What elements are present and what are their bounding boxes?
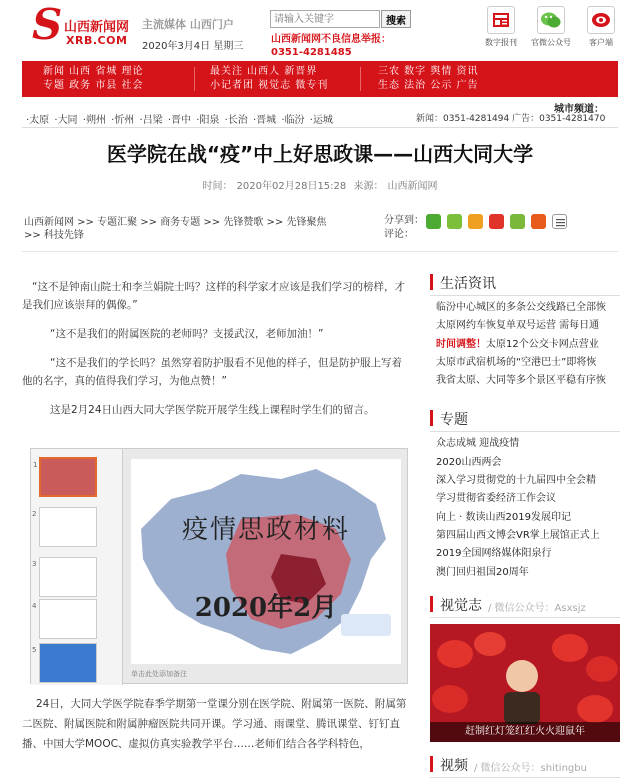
breadcrumb <box>24 216 364 242</box>
section-subtitle: / 微信公众号：Asxsjz <box>488 602 586 614</box>
section-title: 生活资讯 <box>440 276 496 292</box>
comment-label: 评论： <box>384 229 414 240</box>
digital-newspaper-link[interactable] <box>480 6 522 48</box>
section-accent <box>430 274 433 290</box>
article-paragraph: “这不是我们的附属医院的老师吗？支援武汉，老师加油！” <box>50 328 324 340</box>
breadcrumb-line[interactable]: 山西新闻网 >> 专题汇聚 >> 商务专题 >> 先锋赞歌 >> 先锋聚焦 <box>24 217 327 228</box>
slide-preview <box>131 459 401 664</box>
article-paragraph: “这不是我们的学长吗？虽然穿着防护服看不见他的样子，但是防护服上写着他的名字，真的值得我们学习，为他点赞！” <box>22 357 402 387</box>
newspaper-label: 数字报刊 <box>485 38 517 47</box>
share-douban-icon[interactable] <box>510 214 525 229</box>
section-header <box>430 404 620 432</box>
list-item[interactable]: 众志成城 迎战疫情 <box>436 438 520 450</box>
city-link[interactable]: ·吕梁 <box>139 115 163 126</box>
nav-row-1[interactable]: 三农 数字 舆情 资讯 <box>378 66 479 77</box>
list-item[interactable]: 澳门回归祖国20周年 <box>436 566 529 578</box>
section-header <box>430 590 620 618</box>
slide-thumbnail[interactable]: 4 <box>39 599 97 639</box>
list-item[interactable]: 临汾中心城区的多条公交线路已全部恢 <box>436 302 606 313</box>
slide-title: 疫情思政材料 <box>181 515 350 545</box>
divider <box>22 251 618 252</box>
source-label: 来源： <box>353 181 384 192</box>
section-title: 视频 <box>440 757 468 774</box>
article-figure <box>30 448 408 684</box>
share-label: 分享到： <box>384 215 424 226</box>
article-paragraph: “这不是钟南山院士和李兰娟院士吗？这样的科学家才应该是我们学习的榜样，才是我们应该崇拜的偶像。” <box>22 281 405 311</box>
list-item[interactable]: 2020山西两会 <box>436 456 502 468</box>
section-header <box>430 268 620 296</box>
time-label: 时间： <box>202 181 233 192</box>
city-link[interactable]: ·长治 <box>224 115 248 126</box>
search-button[interactable]: 搜索 <box>381 10 411 28</box>
nav-row-2[interactable]: 专题 政务 市县 社会 <box>43 80 144 91</box>
list-item[interactable]: 学习贯彻省委经济工作会议 <box>436 493 556 505</box>
section-title: 专题 <box>440 412 468 429</box>
report-phone: 0351-4281485 <box>271 47 352 58</box>
city-link[interactable]: ·朔州 <box>82 115 106 126</box>
nav-row-1[interactable]: 新闻 山西 省城 理论 <box>43 66 144 77</box>
topic-list <box>430 432 620 581</box>
article-paragraph: 这是2月24日山西大同大学医学院开展学生线上课程时学生们的留言。 <box>50 404 375 416</box>
search-input[interactable] <box>270 10 380 28</box>
city-link[interactable]: ·太原 <box>26 115 50 126</box>
section-accent <box>430 756 433 772</box>
slide-thumbnail[interactable]: 1 <box>39 457 97 497</box>
city-link[interactable]: ·大同 <box>54 115 78 126</box>
nav-row-2[interactable]: 小记者团 视觉志 微专刊 <box>210 80 329 91</box>
city-channel-title: 城市频道： <box>554 104 604 115</box>
publish-time: 2020年02月28日15:28 <box>236 181 347 192</box>
nav-divider <box>194 67 195 91</box>
city-link[interactable]: ·忻州 <box>111 115 135 126</box>
current-date: 2020年3月4日 星期三 <box>142 41 244 52</box>
section-title: 视觉志 <box>440 597 482 614</box>
city-list <box>26 111 335 126</box>
hot-tag: 时间调整！ <box>436 338 486 350</box>
city-link[interactable]: ·临汾 <box>281 115 305 126</box>
wechat-official-link[interactable] <box>530 6 572 48</box>
section-header <box>430 750 620 778</box>
breadcrumb-line[interactable]: >> 科技先锋 <box>24 230 84 241</box>
section-subtitle: / 微信公众号：shitingbu <box>474 762 587 774</box>
share-weibo-icon[interactable] <box>489 214 504 229</box>
nav-row-1[interactable]: 最关注 山西人 新晋界 <box>210 66 318 77</box>
sidebar <box>430 268 620 778</box>
list-item[interactable]: 太原市武宿机场的“空港巴士”即将恢 <box>436 356 597 368</box>
article-source[interactable]: 山西新闻网 <box>387 181 438 192</box>
nav-divider <box>360 67 361 91</box>
section-accent <box>430 410 433 426</box>
article-title: 医学院在战“疫”中上好思政课——山西大同大学 <box>106 142 534 166</box>
share-renren-icon[interactable] <box>531 214 546 229</box>
slide-thumbnail[interactable]: 2 <box>39 507 97 547</box>
slide-date: 2020年2月 <box>194 593 338 623</box>
share-qq-icon[interactable] <box>468 214 483 229</box>
report-label: 山西新闻网不良信息举报： <box>271 34 391 45</box>
contact-phones: 新闻：0351-4281494 广告：0351-4281470 <box>416 114 606 124</box>
nav-group-services[interactable] <box>378 65 479 93</box>
list-item[interactable]: 2019全国网络媒体阳泉行 <box>436 548 552 560</box>
app-client-link[interactable] <box>580 6 622 48</box>
app-label: 客户端 <box>589 38 613 47</box>
list-item-text: 太原12个公交卡网点营业 <box>486 338 599 350</box>
city-channel-bar <box>22 98 618 128</box>
wechat-label: 官微公众号 <box>531 38 571 47</box>
article-meta <box>0 177 640 192</box>
site-logo[interactable] <box>32 0 136 49</box>
city-link[interactable]: ·晋城 <box>253 115 277 126</box>
logo-cn-text: 山西新闻网 <box>64 20 130 35</box>
city-link[interactable]: ·运城 <box>309 115 333 126</box>
comment-icon[interactable] <box>552 214 567 229</box>
wechat-icon <box>537 6 565 34</box>
nav-row-2[interactable]: 生态 法治 公示 广告 <box>378 80 479 91</box>
nav-group-focus[interactable] <box>210 65 328 93</box>
slide-thumbnail[interactable]: 5 <box>39 643 97 683</box>
slide-thumbnails <box>31 449 123 685</box>
slide-thumbnail[interactable]: 3 <box>39 557 97 597</box>
logo-en-text: XRB.COM <box>66 34 128 47</box>
report-info <box>271 33 391 59</box>
share-wechat-icon[interactable] <box>426 214 441 229</box>
share-panel <box>384 214 424 242</box>
newspaper-icon <box>487 6 515 34</box>
app-icon <box>587 6 615 34</box>
video-thumbnail[interactable] <box>430 624 620 742</box>
share-icons <box>426 214 567 229</box>
article-paragraph: 24日，大同大学医学院春季学期第一堂课分别在医学院、附属第一医院、附属第二医院、附属医院和附属肿瘤医院共同开课。学习通、雨课堂、腾讯课堂、钉钉直播、中国大学MOOC、虚拟仿真实验教学平台……老师们结合各学科特色， <box>22 698 407 750</box>
slide-notes-hint: 单击此处添加备注 <box>131 670 187 678</box>
logo-s-mark: S <box>32 0 63 49</box>
list-item[interactable]: 向上 · 数读山西2019发展印记 <box>436 511 571 523</box>
list-item[interactable]: 我省太原、大同等多个景区平稳有序恢 <box>436 375 606 387</box>
list-item[interactable]: 第四届山西文博会VR掌上展馆正式上 <box>436 529 600 541</box>
slogan: 主流媒体 山西门户 <box>142 18 234 31</box>
section-accent <box>430 596 433 612</box>
life-news-list <box>430 296 620 390</box>
city-link[interactable]: ·晋中 <box>167 115 192 126</box>
china-map-image <box>131 459 401 664</box>
article-body <box>22 278 410 430</box>
site-header <box>0 0 640 60</box>
main-nav <box>22 61 618 97</box>
video-caption: 赶制红灯笼红红火火迎鼠年 <box>430 722 620 742</box>
list-item[interactable]: 深入学习贯彻党的十九届四中全会精 <box>436 475 596 487</box>
share-clover-icon[interactable] <box>447 214 462 229</box>
list-item[interactable] <box>430 336 620 354</box>
city-link[interactable]: ·阳泉 <box>196 115 220 126</box>
list-item[interactable]: 太原网约车恢复单双号运营 需每日通 <box>436 320 600 332</box>
nav-group-news[interactable] <box>43 65 144 93</box>
